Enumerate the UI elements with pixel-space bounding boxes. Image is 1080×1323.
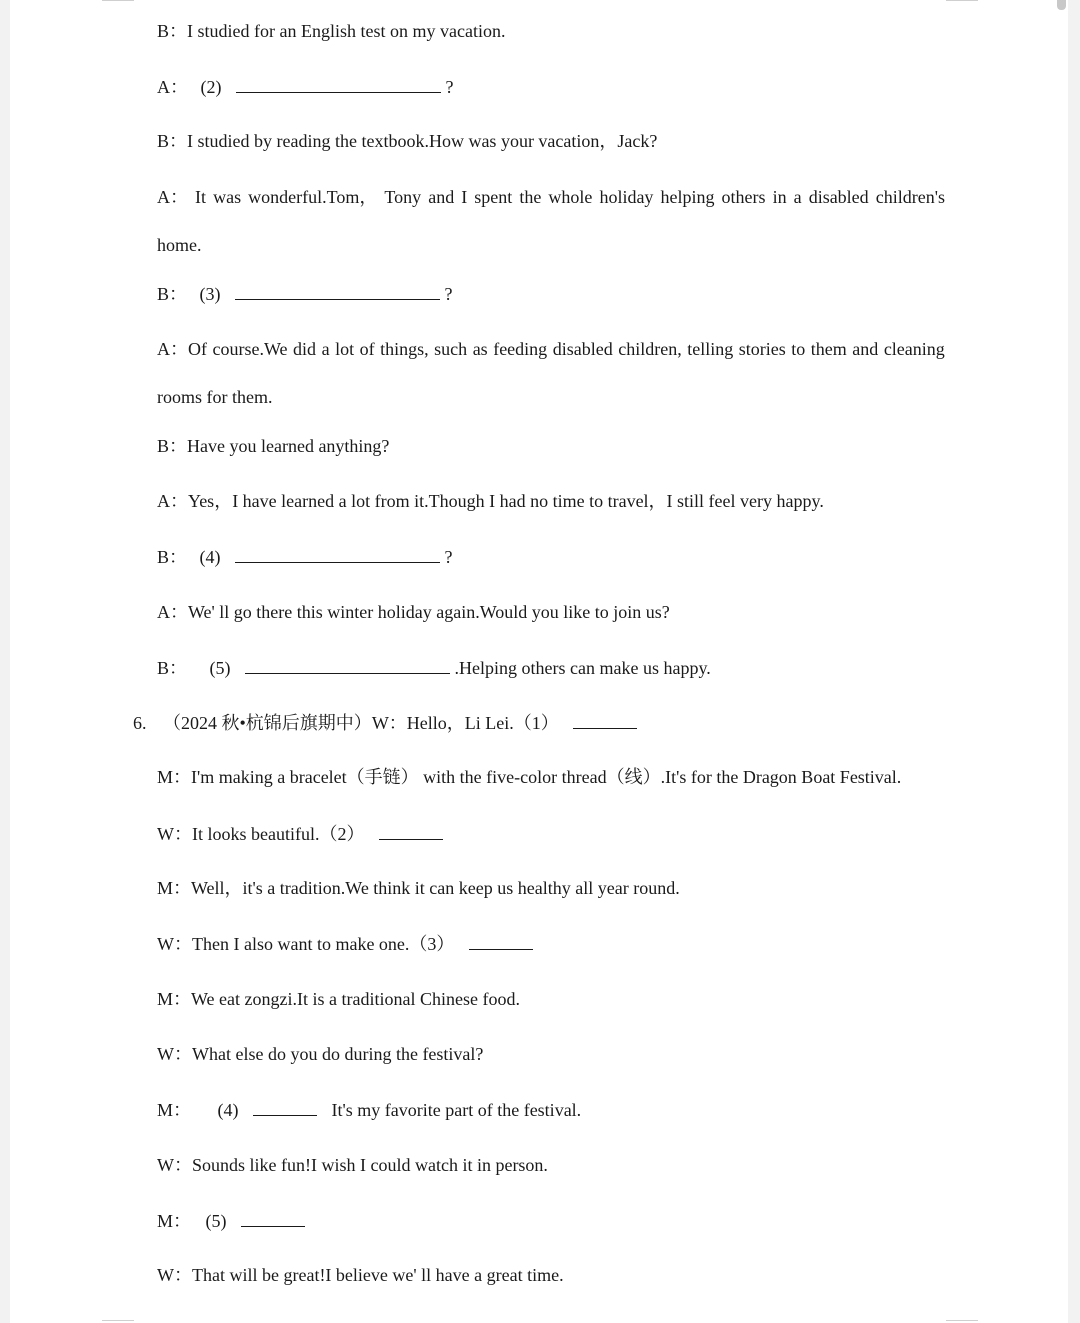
dialogue-line-blank — [157, 544, 453, 569]
answer-blank[interactable] — [245, 655, 450, 674]
dialogue-line-continuation: rooms for them. — [157, 387, 273, 407]
blank-number: (5) — [205, 1211, 227, 1231]
blank-number: (4) — [217, 1100, 239, 1120]
answer-blank[interactable] — [235, 544, 440, 563]
answer-blank[interactable] — [469, 931, 533, 950]
word: disabled — [808, 187, 869, 207]
dialogue-text: W：It looks beautiful.（2） — [157, 824, 365, 844]
dialogue-line: B：Have you learned anything? — [157, 436, 390, 456]
speaker-label: A： — [157, 77, 188, 97]
dialogue-line: M：Well，it's a tradition.We think it can keep us healthy all year round. — [157, 878, 680, 898]
dialogue-line-blank — [157, 931, 533, 956]
question-6-header — [133, 710, 637, 735]
blank-number: (3) — [199, 284, 221, 304]
speaker-label: B： — [157, 547, 188, 567]
word: to — [791, 339, 806, 359]
dialogue-line-blank — [157, 1097, 581, 1122]
dialogue-line: W：That will be great!I believe we' ll have a great time. — [157, 1265, 564, 1285]
page-corner-mark — [946, 0, 978, 1]
word: children, — [618, 339, 682, 359]
word: others — [721, 187, 766, 207]
page-corner-mark — [946, 1320, 978, 1321]
word: course.We — [212, 339, 288, 359]
document-page — [10, 0, 1068, 1323]
word: A： — [157, 187, 188, 207]
answer-blank[interactable] — [253, 1097, 317, 1116]
dialogue-line-blank — [157, 74, 454, 99]
dialogue-line-justified — [157, 337, 945, 361]
dialogue-line-blank — [157, 821, 443, 846]
dialogue-line: B：I studied by reading the textbook.How was your vacation，Jack? — [157, 131, 658, 151]
word: holiday — [599, 187, 654, 207]
word: as — [472, 339, 488, 359]
word: Tony — [384, 187, 422, 207]
word: did — [293, 339, 317, 359]
word: cleaning — [883, 339, 945, 359]
dialogue-line-justified — [157, 185, 945, 209]
blank-suffix: It's my favorite part of the festival. — [331, 1100, 582, 1120]
speaker-label: B： — [157, 658, 188, 678]
question-source: （2024 秋•杭锦后旗期中） — [163, 713, 372, 733]
word: helping — [660, 187, 715, 207]
page-corner-mark — [102, 0, 134, 1]
speaker-label: M： — [157, 1100, 192, 1120]
word: I — [461, 187, 468, 207]
word: and — [428, 187, 455, 207]
dialogue-line: M：I'm making a bracelet（手链） with the five-color thread（线）.It's for the Dragon Boat Festival. — [157, 767, 902, 787]
question-intro: W：Hello，Li Lei.（1） — [371, 713, 559, 733]
word: them — [810, 339, 847, 359]
dialogue-line-blank — [157, 1208, 305, 1233]
dialogue-line: W：Sounds like fun!I wish I could watch it in person. — [157, 1155, 548, 1175]
word: such — [434, 339, 468, 359]
dialogue-line-blank — [157, 281, 453, 306]
question-number: 6. — [133, 713, 147, 733]
word: in — [772, 187, 787, 207]
answer-blank[interactable] — [236, 74, 441, 93]
word: A：Of — [157, 339, 207, 359]
word: stories — [738, 339, 786, 359]
dialogue-text: W：Then I also want to make one.（3） — [157, 934, 455, 954]
word: feeding — [493, 339, 548, 359]
dialogue-line: W：What else do you do during the festival? — [157, 1044, 484, 1064]
dialogue-line-blank — [157, 655, 711, 680]
word: a — [321, 339, 330, 359]
answer-blank[interactable] — [235, 281, 440, 300]
word: the — [519, 187, 542, 207]
word: of — [359, 339, 375, 359]
blank-number: (2) — [200, 77, 222, 97]
word: was — [213, 187, 242, 207]
page-corner-mark — [102, 1320, 134, 1321]
blank-suffix: .Helping others can make us happy. — [454, 658, 711, 678]
word: whole — [548, 187, 593, 207]
dialogue-line: A：We' ll go there this winter holiday again.Would you like to join us? — [157, 602, 670, 622]
blank-suffix: ? — [444, 547, 453, 567]
word: wonderful.Tom， — [248, 187, 378, 207]
dialogue-line-continuation: home. — [157, 235, 202, 255]
blank-number: (5) — [209, 658, 231, 678]
word: children's — [875, 187, 945, 207]
speaker-label: M： — [157, 1211, 192, 1231]
dialogue-line: M：We eat zongzi.It is a traditional Chinese food. — [157, 989, 520, 1009]
blank-number: (4) — [199, 547, 221, 567]
answer-blank[interactable] — [241, 1208, 305, 1227]
word: spent — [474, 187, 513, 207]
speaker-label: B： — [157, 284, 188, 304]
word: things, — [380, 339, 429, 359]
word: lot — [335, 339, 355, 359]
blank-suffix: ? — [444, 284, 453, 304]
answer-blank[interactable] — [573, 710, 637, 729]
dialogue-line: B：I studied for an English test on my vacation. — [157, 21, 506, 41]
word: a — [793, 187, 802, 207]
dialogue-line: A：Yes，I have learned a lot from it.Though I had no time to travel，I still feel very happy. — [157, 491, 824, 511]
word: telling — [687, 339, 734, 359]
blank-suffix: ? — [445, 77, 454, 97]
answer-blank[interactable] — [379, 821, 443, 840]
scrollbar-thumb[interactable] — [1057, 0, 1066, 10]
word: disabled — [552, 339, 613, 359]
word: It — [195, 187, 207, 207]
word: and — [852, 339, 879, 359]
